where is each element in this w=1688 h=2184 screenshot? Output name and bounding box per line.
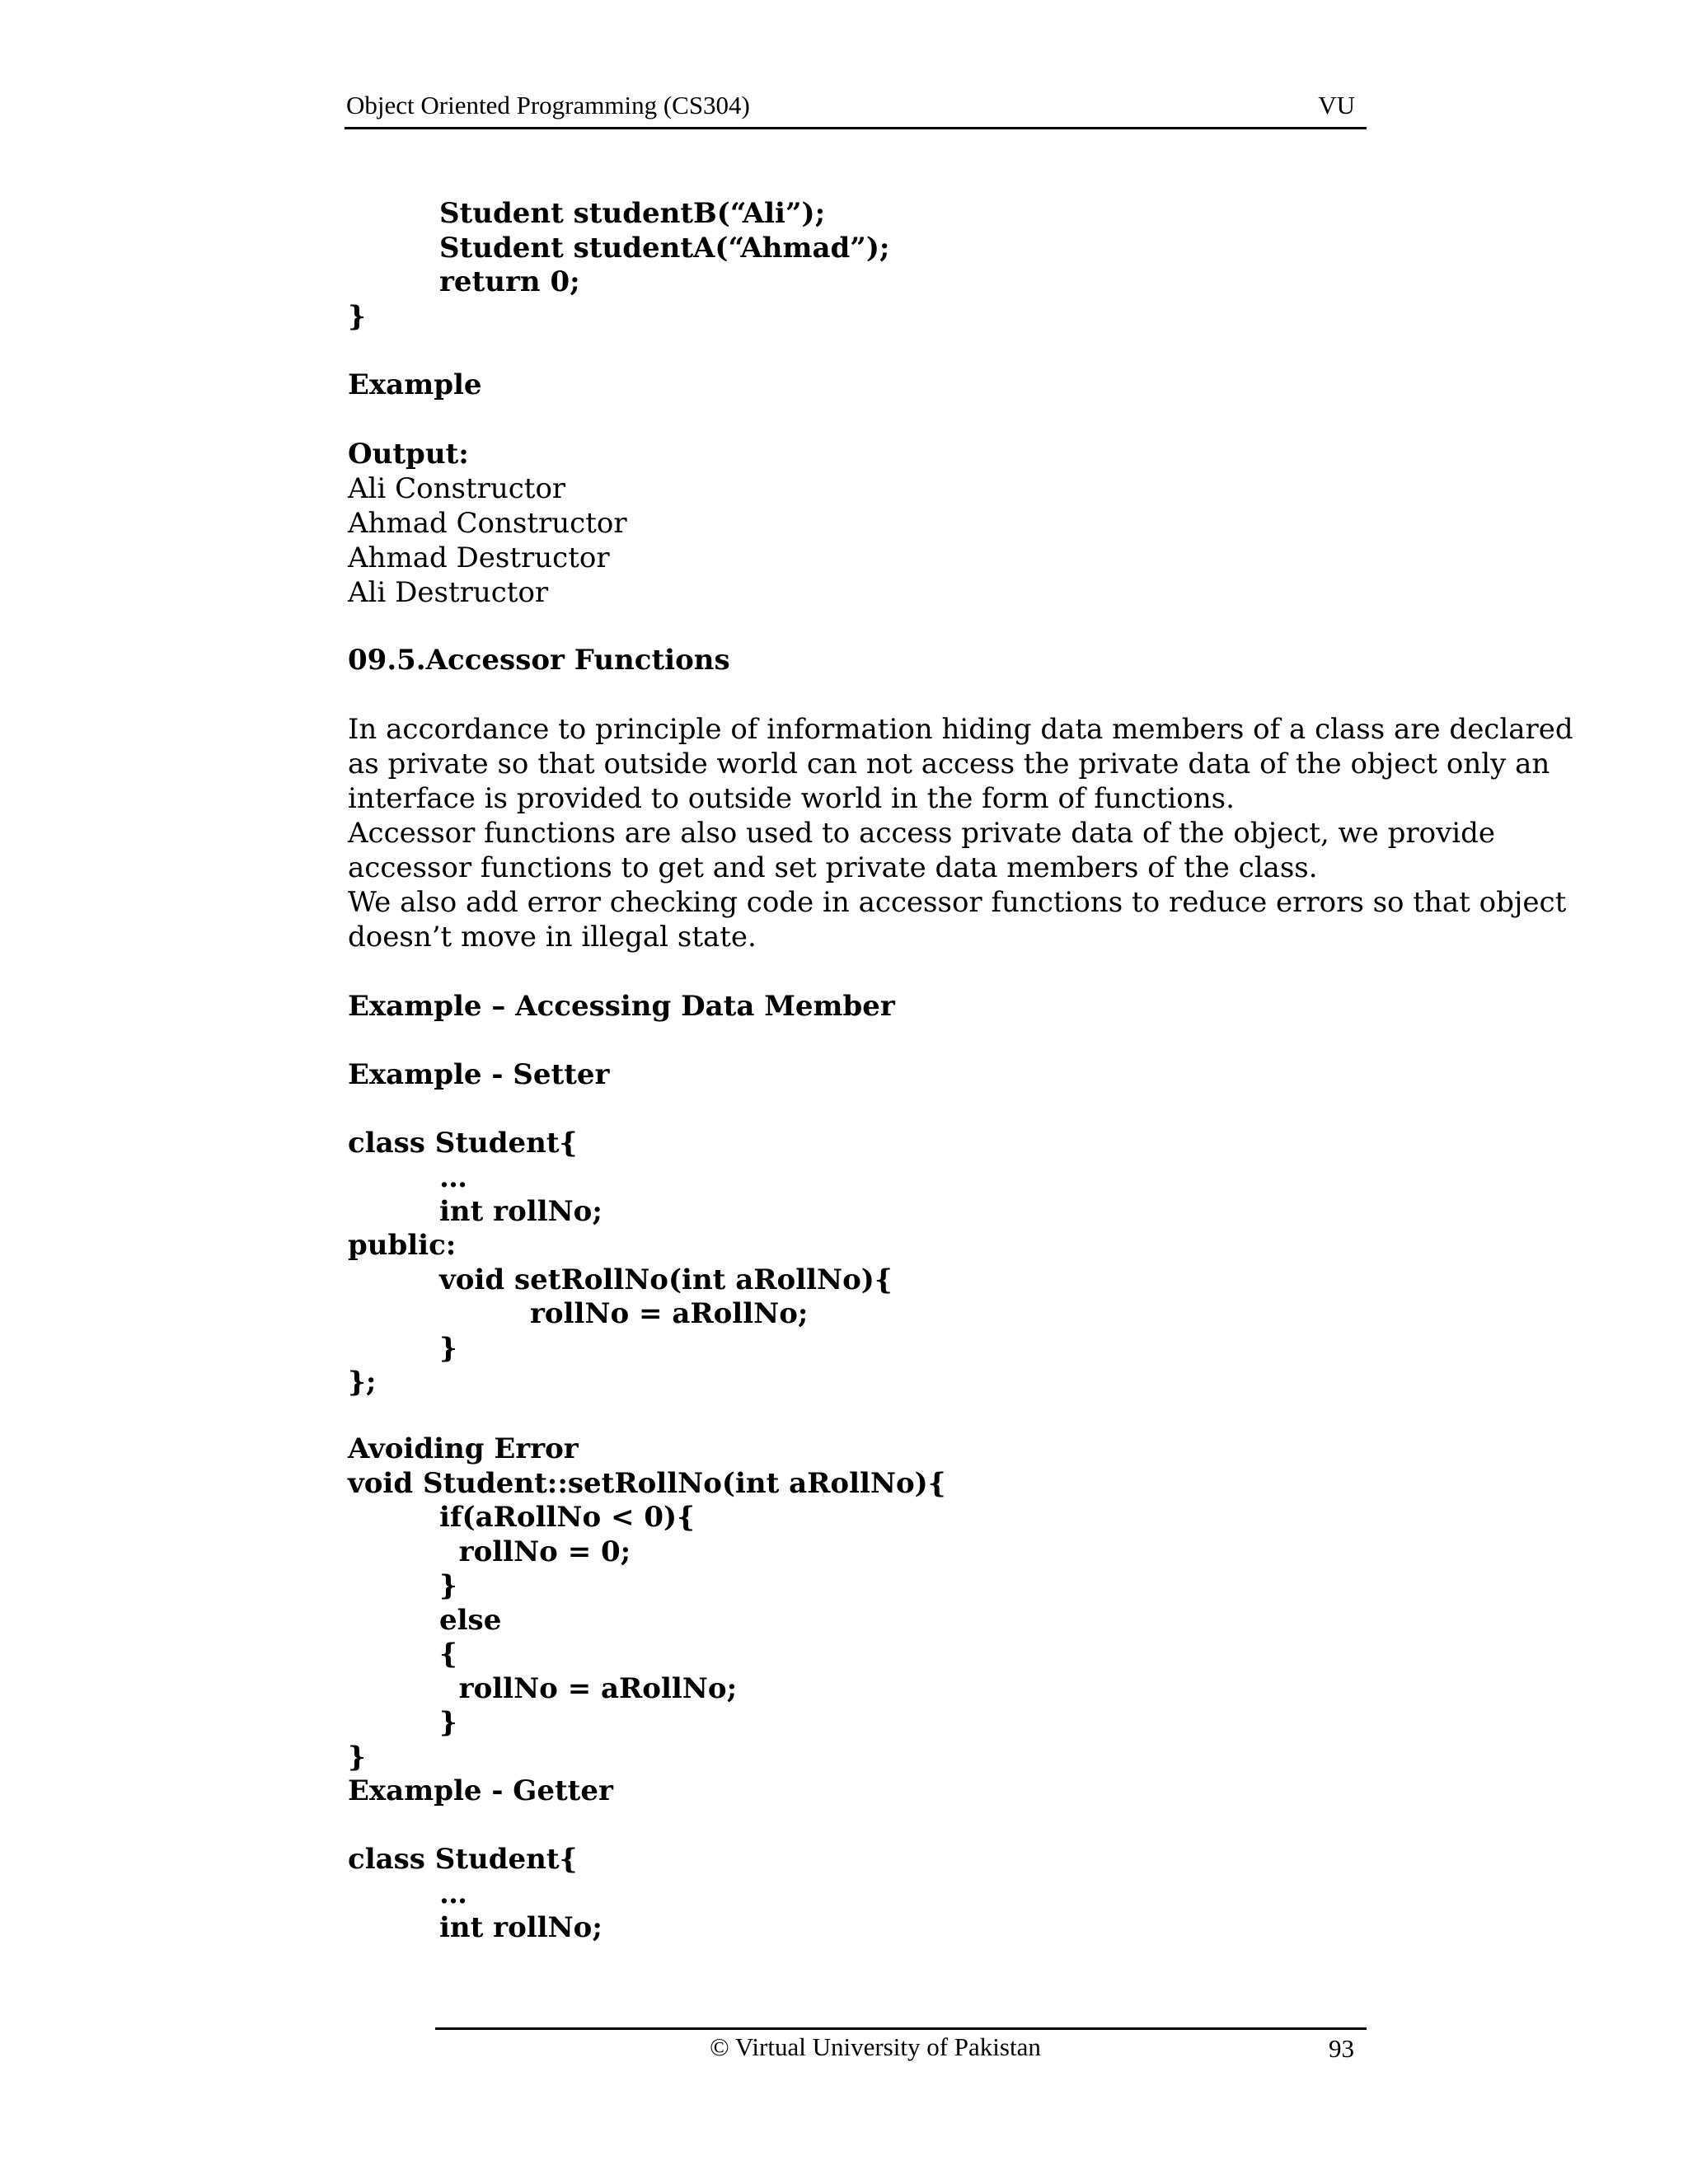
code-line: return 0;	[439, 265, 580, 298]
course-title: Object Oriented Programming (CS304)	[346, 91, 750, 120]
code-line: }	[439, 1706, 457, 1739]
code-line: int rollNo;	[439, 1911, 603, 1944]
output-line: Ahmad Destructor	[348, 541, 610, 574]
code-line: rollNo = aRollNo;	[439, 1672, 738, 1705]
code-line: int rollNo;	[439, 1195, 603, 1228]
paragraph-line: doesn’t move in illegal state.	[348, 921, 757, 954]
page-number: 93	[1329, 2034, 1354, 2063]
output-label: Output:	[348, 438, 469, 471]
code-line: {	[439, 1638, 457, 1671]
output-line: Ahmad Constructor	[348, 507, 627, 540]
code-line: if(aRollNo < 0){	[439, 1501, 695, 1534]
code-line: Student studentA(“Ahmad”);	[439, 232, 890, 265]
code-line: void setRollNo(int aRollNo){	[439, 1263, 893, 1296]
page-header	[345, 91, 1367, 129]
header-vu: VU	[1318, 91, 1355, 120]
code-line: rollNo = 0;	[439, 1535, 631, 1568]
output-line: Ali Destructor	[348, 576, 549, 609]
paragraph-line: accessor functions to get and set private data members of the class.	[348, 851, 1318, 884]
code-line: else	[439, 1604, 502, 1637]
code-line: };	[348, 1366, 377, 1399]
example-getter-heading: Example - Getter	[348, 1774, 613, 1807]
output-line: Ali Constructor	[348, 472, 566, 505]
footer-copyright	[0, 2032, 1688, 2062]
code-line: public:	[348, 1229, 457, 1262]
code-line: }	[348, 300, 366, 333]
code-line: Student studentB(“Ali”);	[439, 197, 826, 230]
code-line: class Student{	[348, 1127, 578, 1160]
copyright-text: © Virtual University of Pakistan	[710, 2032, 1041, 2061]
code-line: void Student::setRollNo(int aRollNo){	[348, 1467, 946, 1500]
paragraph-line: as private so that outside world can not access the private data of the object only an	[348, 748, 1550, 780]
paragraph-line: interface is provided to outside world in the form of functions.	[348, 782, 1235, 815]
example-setter-heading: Example - Setter	[348, 1058, 610, 1091]
example-accessing-heading: Example – Accessing Data Member	[348, 990, 895, 1023]
code-line: class Student{	[348, 1843, 578, 1876]
code-line: …	[439, 1161, 467, 1194]
code-line: }	[439, 1332, 457, 1365]
footer-divider	[435, 2027, 1367, 2030]
code-line: }	[348, 1741, 366, 1774]
paragraph-line: In accordance to principle of information hiding data members of a class are declared	[348, 713, 1573, 746]
code-line: }	[439, 1569, 457, 1602]
paragraph-line: We also add error checking code in accessor functions to reduce errors so that object	[348, 886, 1567, 919]
code-line: rollNo = aRollNo;	[530, 1297, 809, 1330]
section-heading: 09.5.Accessor Functions	[348, 644, 730, 677]
code-line: …	[439, 1877, 467, 1910]
example-label: Example	[348, 368, 482, 401]
avoiding-error-heading: Avoiding Error	[348, 1432, 579, 1465]
paragraph-line: Accessor functions are also used to access private data of the object, we provide	[348, 817, 1496, 850]
